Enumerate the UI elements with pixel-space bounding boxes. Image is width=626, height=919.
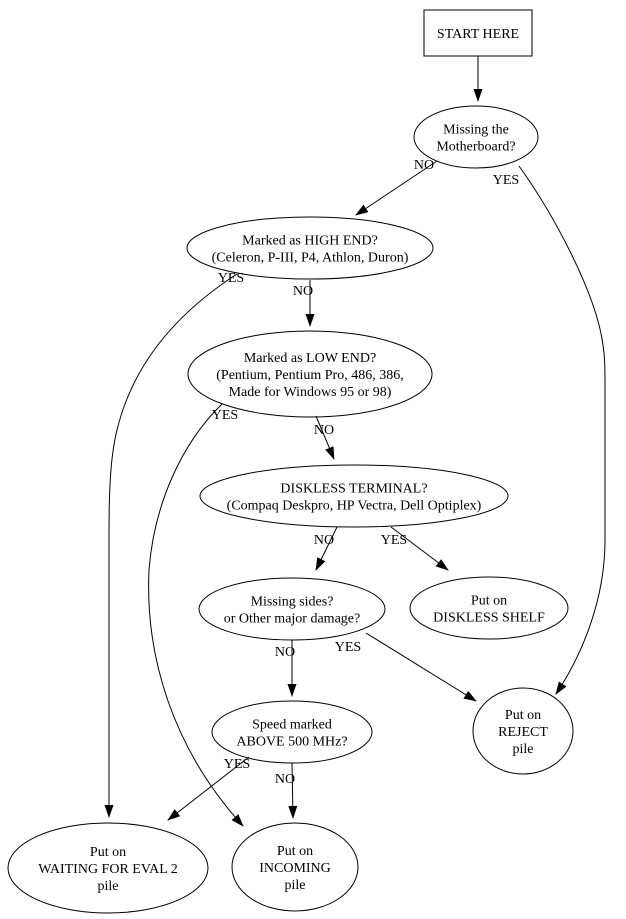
edge-label-no-missing-motherboard-to-marked-high-end: NO	[413, 158, 435, 173]
node-label-marked-low-end-line1: (Pentium, Pentium Pro, 486, 386,	[216, 368, 404, 383]
node-label-marked-high-end-line0: Marked as HIGH END?	[242, 233, 378, 249]
node-label-diskless-shelf-line1: DISKLESS SHELF	[433, 610, 545, 626]
node-label-diskless-terminal-line1: (Compaq Deskpro, HP Vectra, Dell Optiplex)	[226, 498, 482, 514]
node-label-marked-low-end-line0: Marked as LOW END?	[243, 351, 377, 366]
node-label-missing-motherboard-line1: Motherboard?	[436, 139, 516, 155]
edge-label-no-marked-low-end-to-diskless-terminal: NO	[313, 423, 335, 438]
edge-label-no-speed-above-500-to-incoming-pile: NO	[274, 772, 296, 787]
node-label-missing-sides-damage-line0: Missing sides?	[250, 594, 334, 610]
edge-label-yes-missing-sides-damage-to-reject-pile: YES	[334, 640, 362, 655]
node-label-diskless-terminal-line0: DISKLESS TERMINAL?	[280, 481, 428, 497]
node-label-marked-low-end-line2: Made for Windows 95 or 98)	[228, 385, 392, 400]
node-label-waiting-eval2-pile-line0: Put on	[89, 845, 127, 860]
edge-label-yes-diskless-terminal-to-diskless-shelf: YES	[380, 533, 408, 548]
node-label-marked-high-end-line1: (Celeron, P-III, P4, Athlon, Duron)	[211, 250, 409, 266]
edge-label-yes-marked-high-end-to-waiting-eval2-pile: YES	[217, 271, 245, 286]
edge-label-yes-missing-motherboard-to-reject-pile: YES	[492, 173, 520, 188]
node-label-incoming-pile-line2: pile	[284, 878, 306, 893]
node-label-missing-motherboard-line0: Missing the	[443, 122, 509, 138]
node-label-reject-pile-line1: REJECT	[498, 725, 548, 740]
edge-missing-sides-damage-to-reject-pile	[366, 633, 476, 701]
node-label-incoming-pile-line0: Put on	[276, 844, 314, 859]
node-label-waiting-eval2-pile-line1: WAITING FOR EVAL 2	[38, 862, 178, 877]
edge-label-no-missing-sides-damage-to-speed-above-500: NO	[274, 645, 296, 660]
node-label-incoming-pile-line1: INCOMING	[259, 861, 331, 876]
edge-label-no-marked-high-end-to-marked-low-end: NO	[292, 284, 314, 299]
edge-label-yes-speed-above-500-to-waiting-eval2-pile: YES	[223, 757, 251, 772]
edge-label-yes-marked-low-end-to-incoming-pile: YES	[211, 408, 239, 423]
node-label-start-here-line0: START HERE	[436, 27, 520, 42]
edge-label-no-diskless-terminal-to-missing-sides-damage: NO	[313, 533, 335, 548]
node-label-diskless-shelf-line0: Put on	[470, 593, 508, 609]
node-label-waiting-eval2-pile-line2: pile	[97, 879, 119, 894]
node-label-missing-sides-damage-line1: or Other major damage?	[223, 611, 361, 627]
node-label-speed-above-500-line0: Speed marked	[252, 717, 332, 733]
node-label-speed-above-500-line1: ABOVE 500 MHz?	[236, 734, 348, 750]
node-label-reject-pile-line2: pile	[512, 742, 534, 757]
node-label-reject-pile-line0: Put on	[504, 708, 542, 723]
